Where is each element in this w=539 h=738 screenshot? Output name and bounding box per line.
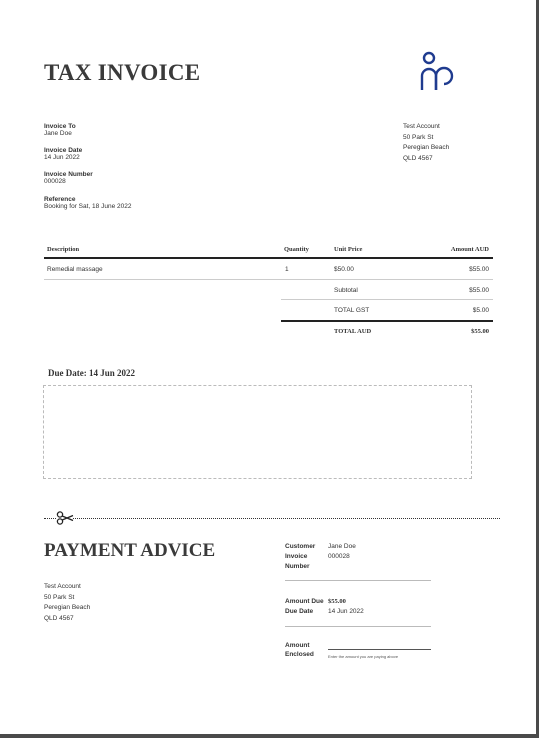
gst-label: TOTAL GST <box>334 307 370 314</box>
row-quantity: 1 <box>285 266 289 273</box>
pa-amount-due-label: Amount Due <box>285 598 324 605</box>
row-amount: $55.00 <box>469 266 489 273</box>
pa-due-date-value: 14 Jun 2022 <box>328 608 364 615</box>
invoice-title: TAX INVOICE <box>44 60 201 85</box>
business-suburb: Peregian Beach <box>403 144 450 151</box>
subtotal-value: $55.00 <box>469 287 489 294</box>
invoice-meta <box>44 123 76 137</box>
total-label: TOTAL AUD <box>334 328 372 335</box>
business-name: Test Account <box>403 123 440 130</box>
business-state: QLD 4567 <box>403 154 433 162</box>
pa-invoice-label: Invoice <box>285 553 308 560</box>
brand-logo-icon <box>418 50 454 92</box>
cut-line-lead <box>44 518 56 519</box>
amount-enclosed-input-line[interactable] <box>328 649 431 650</box>
pa-customer-label: Customer <box>285 543 316 550</box>
subtotal-rule <box>281 299 493 300</box>
gst-value: $5.00 <box>472 307 489 314</box>
pa-due-date-label: Due Date <box>285 608 314 615</box>
invoice-to-label: Invoice To <box>44 123 76 130</box>
invoice-to-value: Jane Doe <box>44 130 72 137</box>
reference-block <box>44 196 131 210</box>
total-rule <box>281 320 493 322</box>
invoice-date-label: Invoice Date <box>44 147 83 154</box>
pa-business-state: QLD 4567 <box>44 614 74 622</box>
business-street: 50 Park St <box>403 133 434 141</box>
col-header-amount: Amount AUD <box>450 246 489 253</box>
reference-label: Reference <box>44 196 76 203</box>
scissors-icon <box>56 511 74 525</box>
row-description: Remedial massage <box>47 266 103 273</box>
business-address <box>403 122 449 164</box>
pa-rule-2 <box>285 626 431 627</box>
pa-invoice-number-value: 000028 <box>328 553 350 560</box>
pa-amount-enclosed-hint: Enter the amount you are paying above <box>328 654 399 659</box>
col-header-unit-price: Unit Price <box>334 246 363 253</box>
row-unit-price: $50.00 <box>334 266 354 273</box>
cut-line <box>73 518 500 519</box>
pa-customer-value: Jane Doe <box>328 543 356 550</box>
invoice-number-block <box>44 171 93 185</box>
pa-number-label: Number <box>285 563 310 570</box>
pa-amount-label: Amount <box>285 642 310 649</box>
invoice-number-value: 000028 <box>44 178 66 185</box>
pa-business-name: Test Account <box>44 583 81 590</box>
table-header-rule <box>44 257 493 259</box>
col-header-quantity: Quantity <box>284 246 309 253</box>
pa-enclosed-label: Enclosed <box>285 651 314 658</box>
pa-business-suburb: Peregian Beach <box>44 604 91 611</box>
payment-address <box>44 582 90 624</box>
payment-advice-title: PAYMENT ADVICE <box>44 540 216 561</box>
row-rule <box>44 279 493 280</box>
invoice-date-value: 14 Jun 2022 <box>44 154 80 161</box>
reference-value: Booking for Sat, 18 June 2022 <box>44 203 132 210</box>
total-value: $55.00 <box>471 328 489 335</box>
notes-box <box>43 385 472 479</box>
pa-business-street: 50 Park St <box>44 593 75 601</box>
subtotal-label: Subtotal <box>334 287 358 294</box>
invoice-date-block <box>44 147 82 161</box>
invoice-number-label: Invoice Number <box>44 171 93 178</box>
col-header-description: Description <box>47 246 80 253</box>
due-date-heading: Due Date: 14 Jun 2022 <box>48 368 135 378</box>
pa-rule-1 <box>285 580 431 581</box>
pa-amount-due-value: $55.00 <box>328 598 346 605</box>
